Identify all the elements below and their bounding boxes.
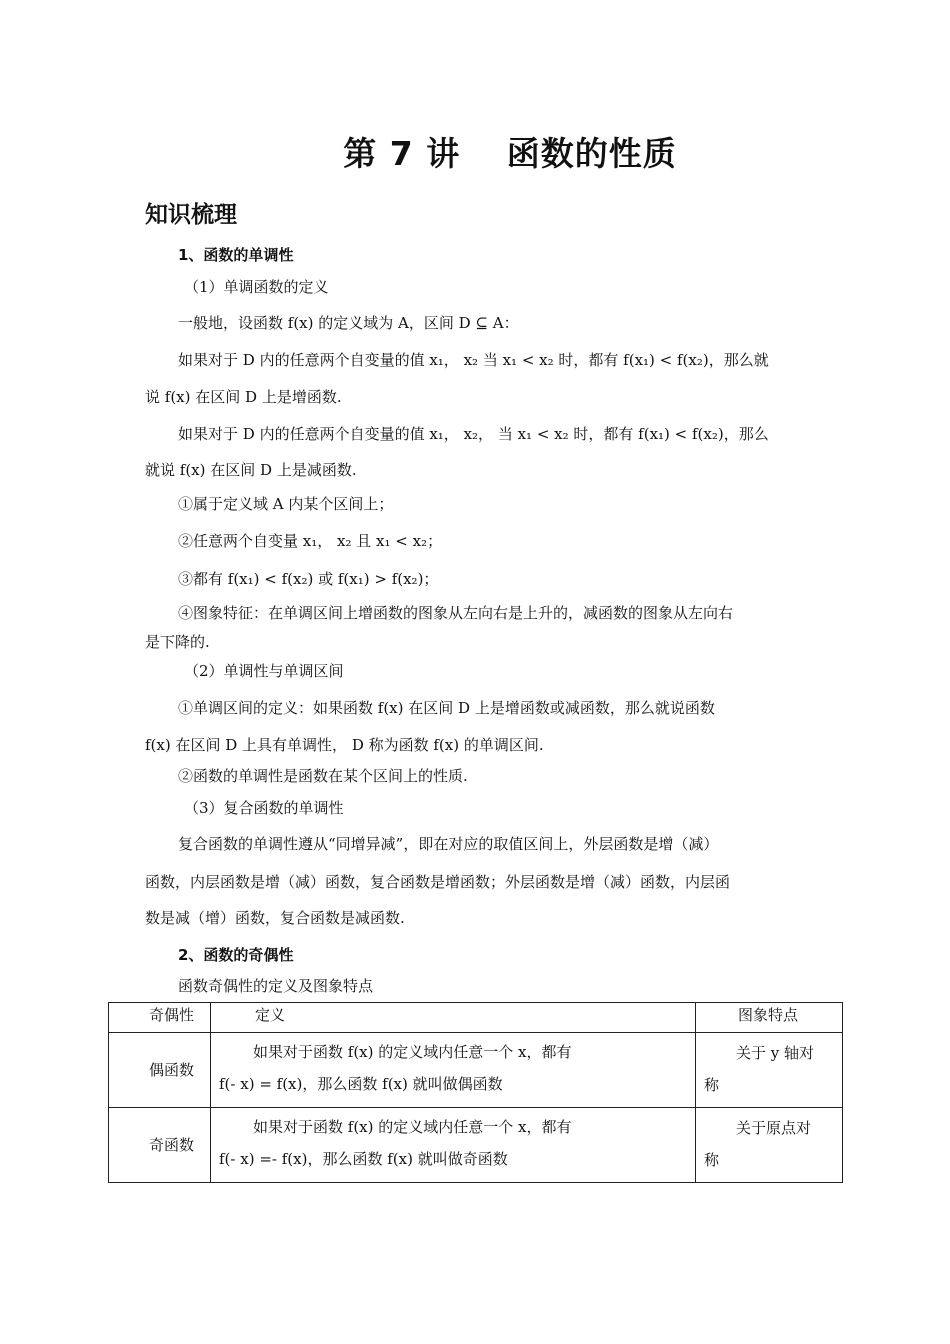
parity-heading: 2、函数的奇偶性 bbox=[178, 946, 294, 964]
composite-line1: 复合函数的单调性遵从“同增异减”，即在对应的取值区间上，外层函数是增（减） bbox=[178, 835, 719, 853]
decreasing-definition-line1: 如果对于 D 内的任意两个自变量的值 x₁， x₂， 当 x₁ < x₂ 时，都有 f(x₁) < f(x₂)，那么 bbox=[178, 425, 769, 443]
row-even-def-line2: f(- x) = f(x)，那么函数 f(x) 就叫做偶函数 bbox=[219, 1075, 503, 1093]
header-definition: 定义 bbox=[255, 1006, 286, 1024]
header-parity: 奇偶性 bbox=[149, 1006, 195, 1024]
interval-definition-line1: ①单调区间的定义：如果函数 f(x) 在区间 D 上是增函数或减函数，那么就说函数 bbox=[178, 699, 715, 717]
table-row bbox=[109, 1033, 843, 1108]
increasing-definition-line1: 如果对于 D 内的任意两个自变量的值 x₁， x₂ 当 x₁ < x₂ 时，都有 f(x₁) < f(x₂)，那么就 bbox=[178, 351, 769, 369]
row-odd-def-line1: 如果对于函数 f(x) 的定义域内任意一个 x，都有 bbox=[253, 1118, 572, 1136]
row-even-name: 偶函数 bbox=[149, 1060, 195, 1079]
increasing-definition-line2: 说 f(x) 在区间 D 上是增函数. bbox=[145, 388, 342, 406]
page-title: 第 7 讲 函数的性质 bbox=[343, 134, 677, 173]
list-item-2: ②任意两个自变量 x₁， x₂ 且 x₁ < x₂； bbox=[178, 532, 443, 550]
table-header-row bbox=[109, 1003, 843, 1033]
row-even-feature-line2: 称 bbox=[704, 1076, 720, 1094]
section-heading: 知识梳理 bbox=[145, 202, 237, 228]
header-graph-feature: 图象特点 bbox=[738, 1006, 799, 1024]
list-item-4-line1: ④图象特征：在单调区间上增函数的图象从左向右是上升的，减函数的图象从左向右 bbox=[178, 604, 734, 622]
decreasing-definition-line2: 就说 f(x) 在区间 D 上是减函数. bbox=[145, 461, 357, 479]
table-row bbox=[109, 1108, 843, 1183]
sub-heading-intervals: （2）单调性与单调区间 bbox=[184, 662, 344, 680]
list-item-4-line2: 是下降的. bbox=[145, 633, 210, 651]
composite-line2: 函数，内层函数是增（减）函数，复合函数是增函数；外层函数是增（减）函数，内层函 bbox=[145, 873, 731, 891]
list-item-3: ③都有 f(x₁) < f(x₂) 或 f(x₁) > f(x₂)； bbox=[178, 570, 439, 588]
row-odd-feature-line1: 关于原点对 bbox=[736, 1119, 812, 1137]
row-odd-name: 奇函数 bbox=[149, 1135, 195, 1154]
interval-definition-line2: f(x) 在区间 D 上具有单调性， D 称为函数 f(x) 的单调区间. bbox=[145, 736, 544, 754]
row-even-def-line1: 如果对于函数 f(x) 的定义域内任意一个 x，都有 bbox=[253, 1043, 572, 1061]
table-caption: 函数奇偶性的定义及图象特点 bbox=[178, 977, 374, 995]
parity-table bbox=[108, 1002, 843, 1183]
row-even-feature-line1: 关于 y 轴对 bbox=[736, 1044, 815, 1062]
sub-heading-definition: （1）单调函数的定义 bbox=[184, 278, 329, 296]
row-odd-def-line2: f(- x) =- f(x)，那么函数 f(x) 就叫做奇函数 bbox=[219, 1150, 508, 1168]
interval-property: ②函数的单调性是函数在某个区间上的性质. bbox=[178, 767, 468, 785]
row-odd-feature-line2: 称 bbox=[704, 1151, 720, 1169]
sub-heading-composite: （3）复合函数的单调性 bbox=[184, 799, 344, 817]
composite-line3: 数是减（增）函数，复合函数是减函数. bbox=[145, 909, 405, 927]
monotonicity-heading: 1、函数的单调性 bbox=[178, 246, 294, 264]
list-item-1: ①属于定义域 A 内某个区间上； bbox=[178, 495, 394, 513]
intro-paragraph: 一般地，设函数 f(x) 的定义域为 A，区间 D ⊆ A： bbox=[178, 314, 519, 332]
